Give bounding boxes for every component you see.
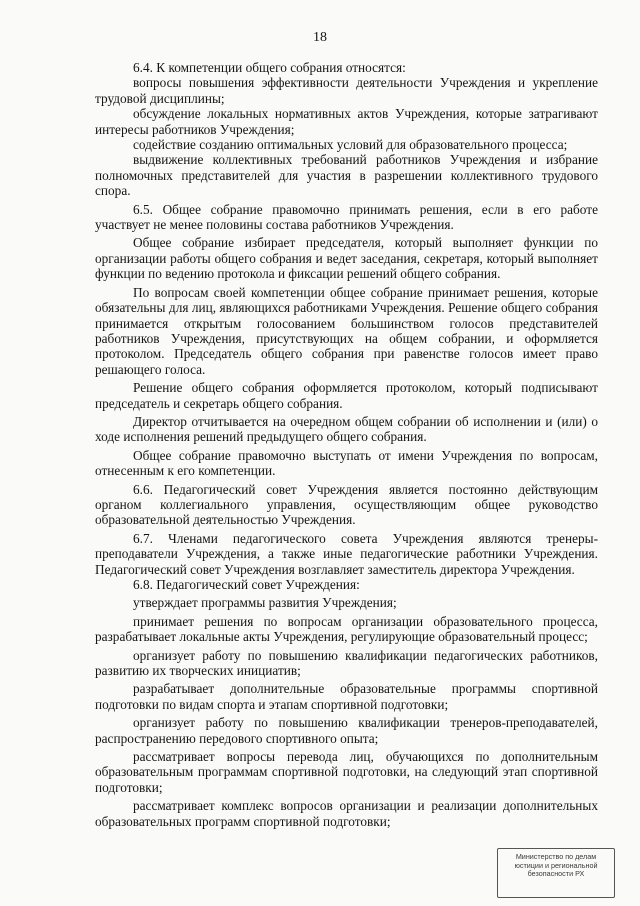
paragraph: обсуждение локальных нормативных актов Учреждения, которые затрагивают интересы работников Учреждения;: [95, 106, 598, 137]
registration-stamp: [497, 848, 615, 898]
paragraph: Общее собрание правомочно выступать от имени Учреждения по вопросам, отнесенным к его компетенции.: [95, 447, 598, 479]
paragraph: содействие созданию оптимальных условий для образовательного процесса;: [133, 137, 568, 153]
paragraph: Решение общего собрания оформляется протоколом, который подписывают председатель и секретарь общего собрания.: [95, 380, 598, 411]
paragraph: вопросы повышения эффективности деятельности Учреждения и укрепление трудовой дисциплины;: [95, 75, 598, 106]
paragraph: принимает решения по вопросам организации образовательного процесса, разрабатывает локальные акты Учреждения, регулирующие образовательный процесс;: [95, 613, 598, 645]
page-number: 18: [313, 30, 327, 45]
stamp-line: юстиции и региональной: [514, 860, 598, 870]
paragraph: разрабатывает дополнительные образовательные программы спортивной подготовки по видам спорта и этапам спортивной подготовки;: [95, 681, 598, 712]
paragraph: Общее собрание избирает председателя, который выполняет функции по организации работы общего собрания и ведет заседания, секретаря, который выполняет функции по ведению протокола и фиксации решений общего собрания.: [95, 235, 598, 282]
paragraph: рассматривает вопросы перевода лиц, обучающихся по дополнительным образовательным программам спортивной подготовки, на следующий этап спортивной подготовки;: [95, 749, 598, 795]
paragraph: организует работу по повышению квалификации тренеров-преподавателей, распространению передового спортивного опыта;: [95, 715, 598, 746]
paragraph: По вопросам своей компетенции общее собрание принимает решения, которые обязательны для лиц, являющихся работниками Учреждения. Решение общего собрания принимается открытым голосованием большинством голосов представителей работников Учреждения, присутствующих на общем собрании, и оформляется протоколом. Председатель общего собрания при равенстве голосов имеет право решающего голоса.: [95, 284, 598, 377]
paragraph: рассматривает комплекс вопросов организации и реализации дополнительных образовательных программ спортивной подготовки;: [95, 798, 598, 829]
paragraph: выдвижение коллективных требований работников Учреждения и избрание полномочных представителей для участия в разрешении коллективного трудового спора.: [95, 152, 598, 199]
paragraph: организует работу по повышению квалификации педагогических работников, развитию их творческих инициатив;: [95, 647, 598, 679]
paragraph: 6.6. Педагогический совет Учреждения является постоянно действующим органом коллегиального управления, осуществляющим общее руководство образовательной деятельностью Учреждения.: [95, 481, 598, 528]
paragraph: 6.5. Общее собрание правомочно принимать решения, если в его работе участвует не менее половины состава работников Учреждения.: [95, 201, 598, 233]
document-body: [95, 60, 598, 829]
paragraph: 6.7. Членами педагогического совета Учреждения являются тренеры-преподаватели Учреждения, а также иные педагогические работники Учреждения. Педагогический совет Учреждения возглавляет заместитель директора Учреждения.: [95, 530, 598, 577]
stamp-line: безопасности РХ: [527, 869, 585, 879]
stamp-line: Министерство по делам: [515, 852, 597, 861]
paragraph: утверждает программы развития Учреждения;: [133, 595, 397, 611]
paragraph: Директор отчитывается на очередном общем собрании об исполнении и (или) о ходе исполнения решений предыдущего общего собрания.: [95, 413, 598, 445]
paragraph: 6.4. К компетенции общего собрания относятся:: [133, 60, 406, 75]
paragraph: 6.8. Педагогический совет Учреждения:: [133, 577, 360, 592]
